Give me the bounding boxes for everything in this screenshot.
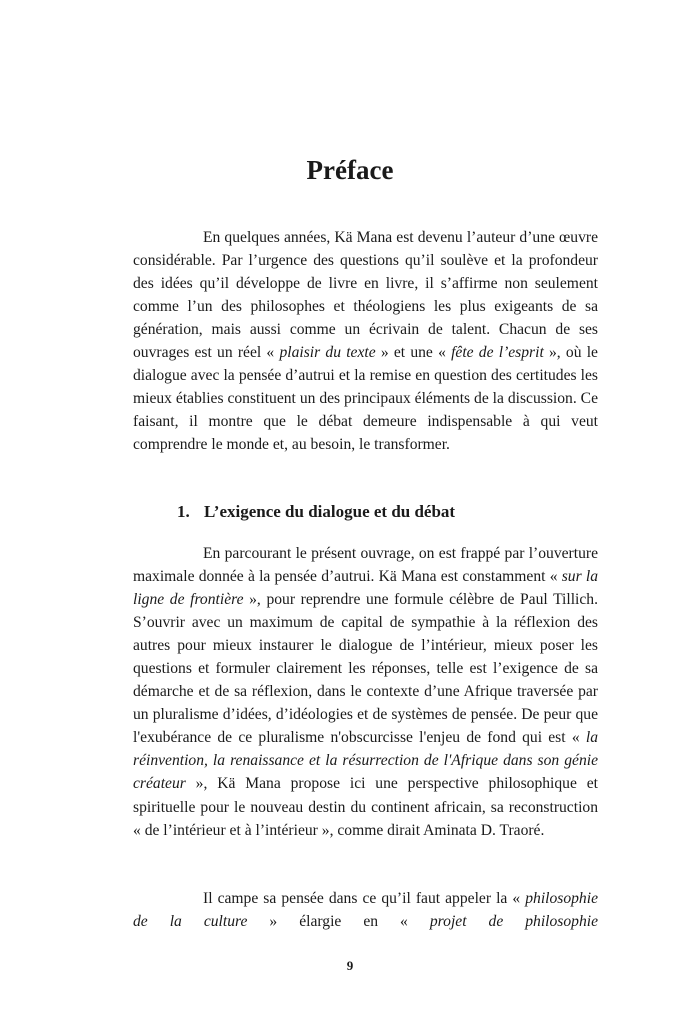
paragraph-dialogue-text-b: », pour reprendre une formule célèbre de Paul Tillich. S’ouvrir avec un maximum de capital de sympathie à la réflexion des autres pour mieux instaurer le dialogue de l’intérieur, mieux poser les questions et formuler clairement les réponses, telle est l’exigence de sa démarche et de sa réflexion, dans le contexte d’une Afrique traversée par un pluralisme d’idées, d’idéologies et de systèmes de pensée. De peur que l'exubérance de ce pluralisme n'obscurcisse l'enjeu de fond qui est « — [133, 591, 598, 747]
paragraph-intro — [133, 226, 598, 456]
paragraph-culture-text-b: » élargie en « — [247, 913, 430, 931]
paragraph-dialogue-italic-2: la réinvention, la renaissance et la résurrection de l'Afrique dans son génie créateur — [133, 729, 598, 793]
paragraph-dialogue-italic-1: sur la ligne de frontière — [133, 568, 598, 609]
paragraph-intro-italic-2: fête de l’esprit — [451, 344, 544, 362]
page-title: Préface — [306, 155, 394, 185]
section-heading — [177, 500, 455, 524]
page-number: 9 — [346, 958, 354, 973]
paragraph-dialogue-text-a: En parcourant le présent ouvrage, on est frappé par l’ouverture maximale donnée à la pensée d’autrui. Kä Mana est constamment « — [133, 545, 598, 586]
paragraph-culture — [133, 887, 598, 933]
paragraph-culture-italic-1: philosophie de la culture — [133, 890, 598, 931]
paragraph-culture-italic-2: projet de philosophie — [429, 913, 598, 931]
paragraph-dialogue-text-c: », Kä Mana propose ici une perspective philosophique et spirituelle pour le nouveau destin du continent africain, sa reconstruction « de l’intérieur et à l’intérieur », comme dirait Aminata D. Traoré. — [133, 775, 598, 839]
paragraph-intro-text-a: En quelques années, Kä Mana est devenu l’auteur d’une œuvre considérable. Par l’urgence des questions qu’il soulève et la profondeur des idées qu’il développe de livre en livre, il s’affirme non seulement comme l’un des philosophes et théologiens les plus exigeants de sa génération, mais aussi comme un écrivain de talent. Chacun de ses ouvrages est un réel « — [133, 229, 598, 362]
paragraph-dialogue — [133, 542, 598, 842]
section-number: 1. — [177, 502, 190, 521]
paragraph-intro-text-b: » et une « — [375, 344, 452, 362]
paragraph-culture-text-a: Il campe sa pensée dans ce qu’il faut appeler la « — [203, 890, 526, 907]
paragraph-intro-italic-1: plaisir du texte — [279, 344, 376, 362]
section-heading-text: L’exigence du dialogue et du débat — [204, 502, 456, 521]
paragraph-intro-text-c: », où le dialogue avec la pensée d’autrui et la remise en question des certitudes les mieux établies constituent un des principaux éléments de la discussion. Ce faisant, il montre que le débat demeure indispensable à qui veut comprendre le monde et, au besoin, le transformer. — [133, 344, 598, 454]
